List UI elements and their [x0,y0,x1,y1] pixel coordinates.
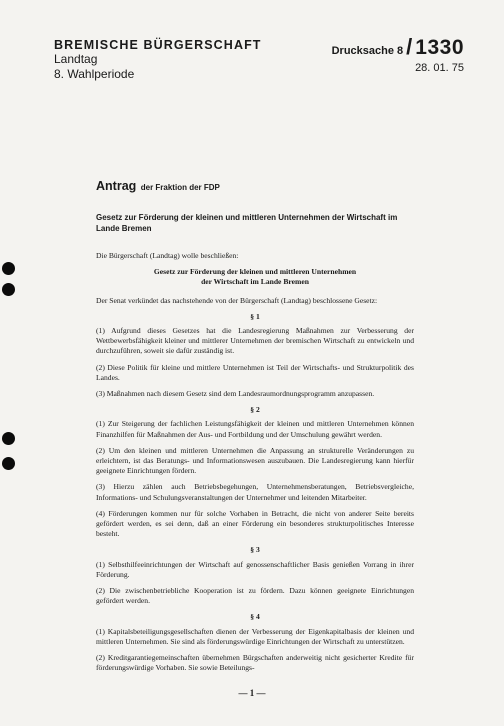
legislative-period: 8. Wahlperiode [54,67,135,81]
section-2-paragraph-1: (1) Zur Steigerung der fachlichen Leistungsfähigkeit der kleinen und mittleren Unternehmen können Finanzhilfen für Maßnahmen der Aus- und Fortbildung und der Umschulung gewährt werden. [96,419,414,439]
intro-sentence: Die Bürgerschaft (Landtag) wolle beschließen: [96,251,239,260]
drucksache-number: 1330 [415,36,464,59]
section-3-paragraph-1: (1) Selbsthilfeeinrichtungen der Wirtschaft auf genossenschaftlicher Basis genießen Vorrang in ihrer Förderung. [96,559,414,579]
punch-hole-4 [2,457,15,470]
section-2-heading: § 2 [250,405,260,415]
motion-heading [96,177,220,195]
motion-submitter: der Fraktion der FDP [140,183,220,192]
document-reference [332,34,464,74]
punch-hole-1 [2,262,15,275]
document-body [96,251,414,680]
letterhead [54,38,262,82]
section-3-heading: § 3 [250,545,260,555]
punch-hole-3 [2,432,15,445]
section-3-paragraph-2: (2) Die zwischenbetriebliche Kooperation ist zu fördern. Dazu können geeignete Einrichtungen gefördert werden. [96,586,414,606]
section-2-paragraph-2: (2) Um den kleinen und mittleren Unternehmen die Anpassung an strukturelle Veränderungen zu erleichtern, ist das Beratungs- und Informationswesen auszubauen. Die Landesregierung kann hierfür geeignete Einrichtungen fördern. [96,445,414,476]
section-1-paragraph-1: (1) Aufgrund dieses Gesetzes hat die Landesregierung Maßnahmen zur Verbesserung der Wettbewerbsfähigkeit kleiner und mittlerer Unternehmen der bremischen Wirtschaft zu entwickeln und durchzuführen, soweit sie dafür zuständig ist. [96,326,414,356]
law-title: Gesetz zur Förderung der kleinen und mittleren Unternehmen der Wirtschaft im Lande Bremen [96,213,398,233]
section-4-paragraph-2: (2) Kreditgarantiegemeinschaften übernehmen Bürgschaften anderweitig nicht gesicherter Kredite für förderungswürdige Vorhaben. Sie sowie Beteilungs- [96,653,414,673]
page-number: — 1 — [238,688,266,698]
section-2-paragraph-4: (4) Förderungen kommen nur für solche Vorhaben in Betracht, die nicht von anderer Seite bereits gefördert werden, es sei denn, daß an einer Förderung ein besonderes strukturpolitisches Interesse besteht. [96,508,414,539]
section-1-paragraph-3: (3) Maßnahmen nach diesem Gesetz sind dem Landesraumordnungsprogramm anzupassen. [96,389,375,399]
separator-slash: / [406,34,413,59]
section-4-paragraph-1: (1) Kapitalsbeteiligungsgesellschaften dienen der Verbesserung der Eigenkapitalbasis der kleinen und mittleren Unternehmen. Sie sind als förderungswürdige Einrichtungen der Wirtschaft zu unterstützen. [96,626,414,646]
document-date: 28. 01. 75 [415,62,464,74]
law-centered-title: Gesetz zur Förderung der kleinen und mittleren Unternehmen der Wirtschaft im Lande Bremen [153,267,357,287]
section-4-heading: § 4 [250,612,260,622]
section-1-paragraph-2: (2) Diese Politik für kleine und mittlere Unternehmen ist Teil der Wirtschafts- und Strukturpolitik des Landes. [96,362,414,382]
parliament-name: BREMISCHE BÜRGERSCHAFT [54,38,262,52]
section-2-paragraph-3: (3) Hierzu zählen auch Betriebsbegehungen, Unternehmensberatungen, Betriebsvergleiche, Informations- und Schulungsveranstaltungen der Unternehmer und leitenden Mitarbeiter. [96,482,414,502]
drucksache-label: Drucksache 8 [331,45,404,57]
motion-word: Antrag [96,179,137,193]
chamber-name: Landtag [54,52,98,66]
punch-hole-2 [2,283,15,296]
section-1-heading: § 1 [250,311,260,321]
preamble: Der Senat verkündet das nachstehende von der Bürgerschaft (Landtag) beschlossene Gesetz: [96,295,378,305]
